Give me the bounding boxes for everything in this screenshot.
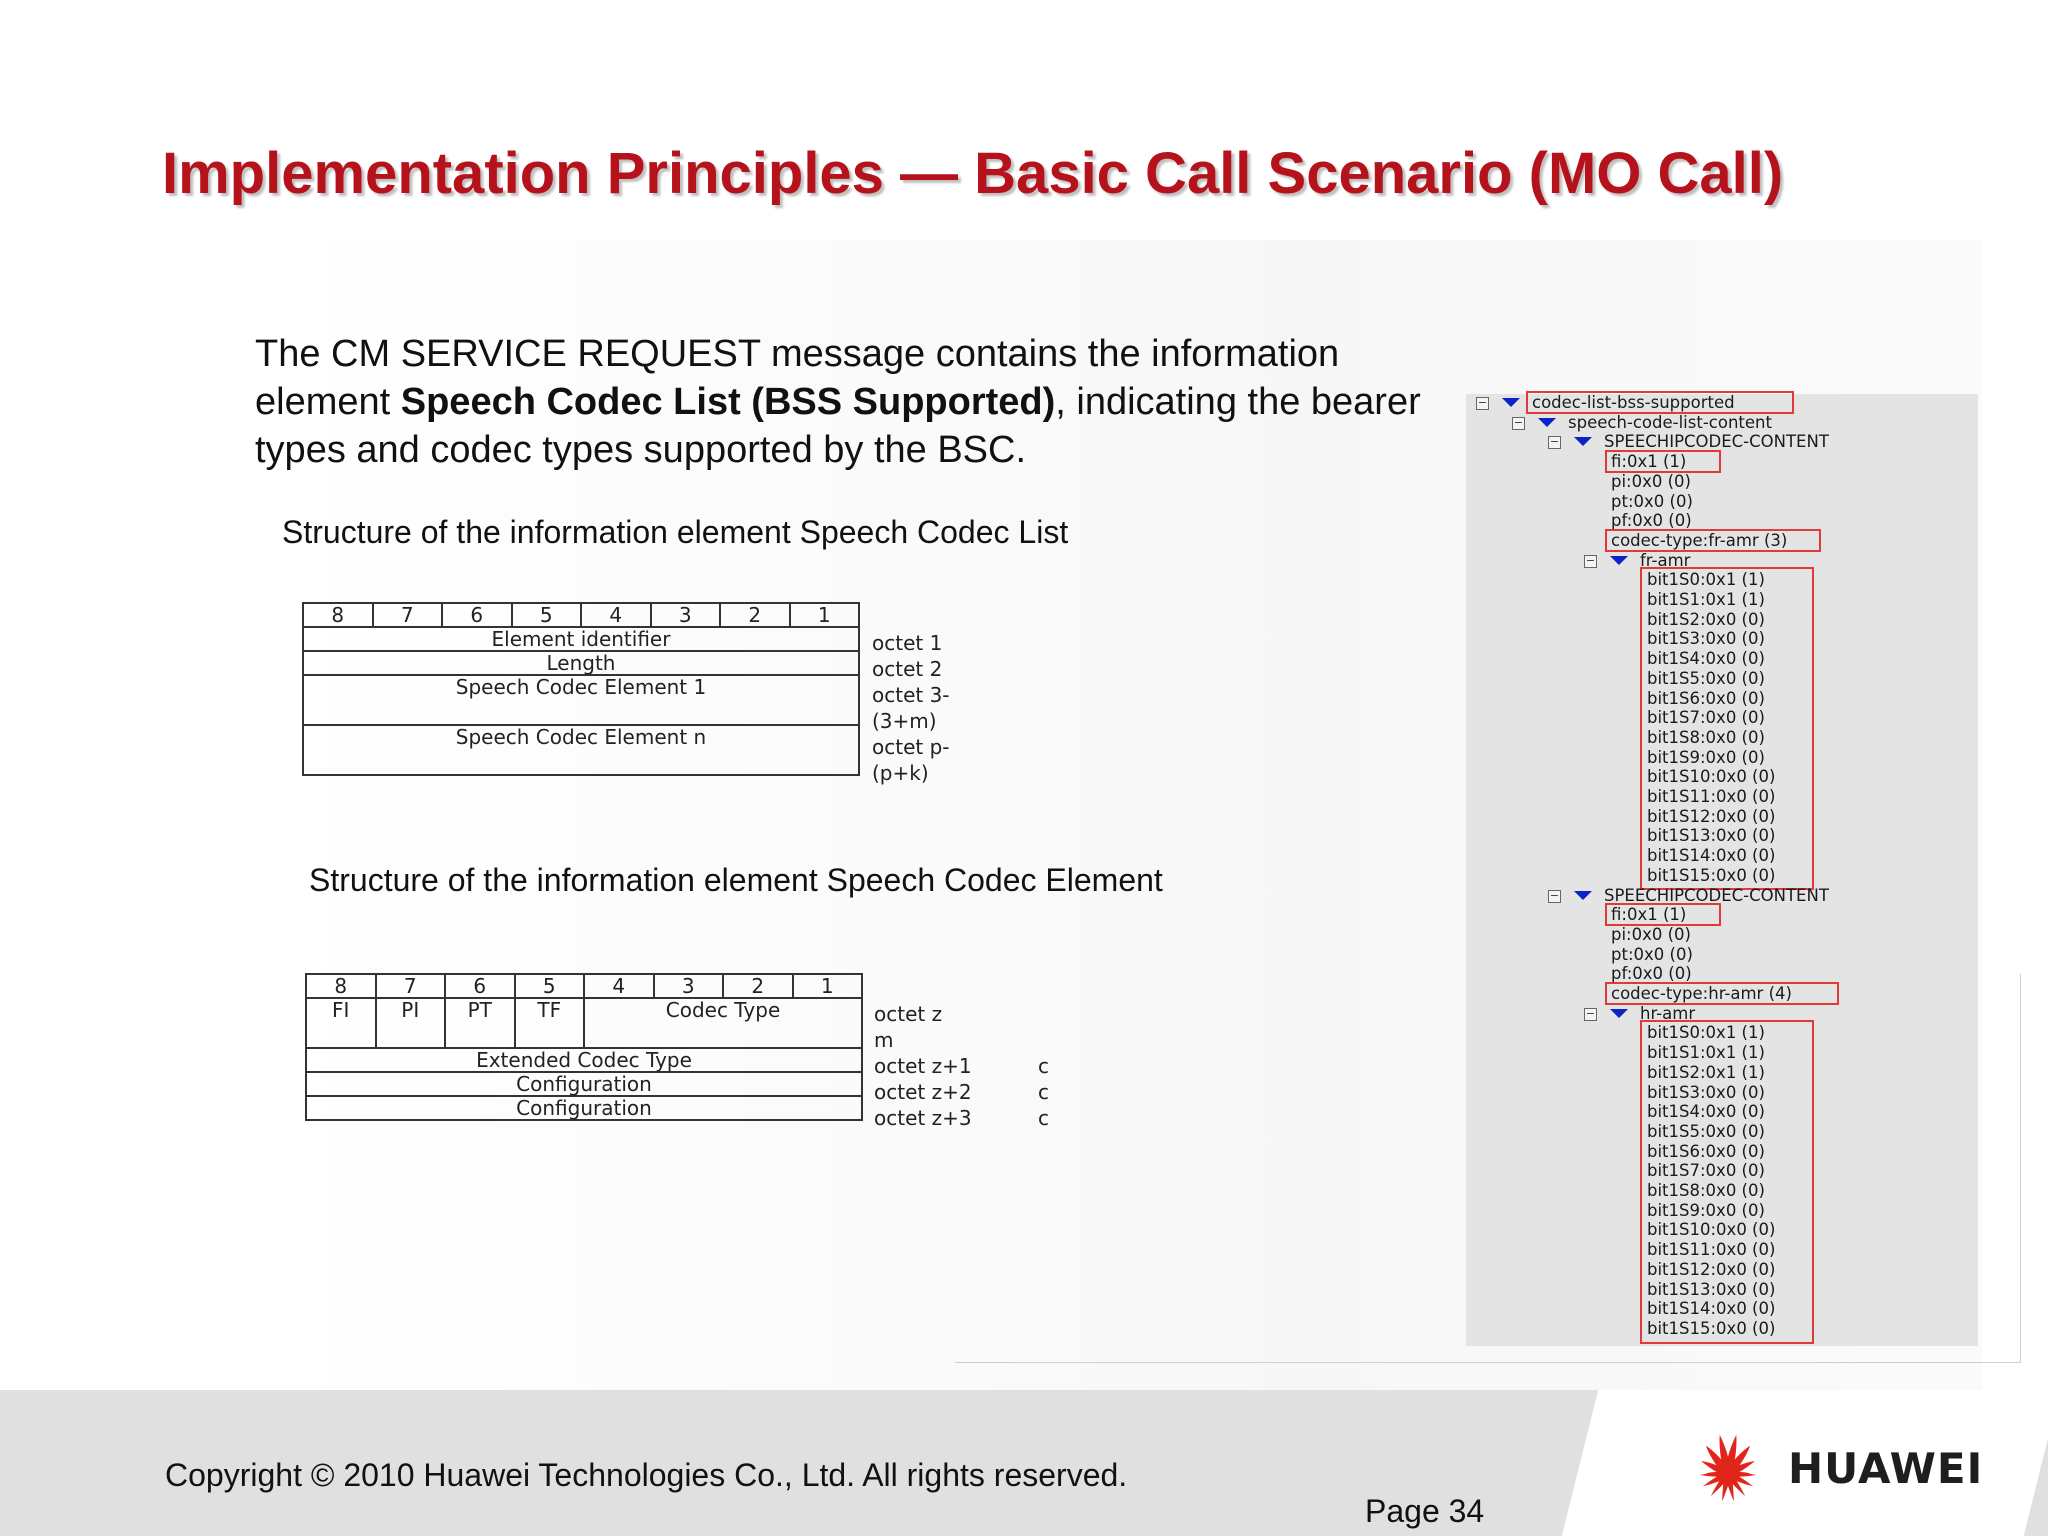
tree-node: bit1S5:0x0 (0): [1647, 1121, 1765, 1141]
speech-codec-element-table: [305, 973, 863, 1121]
tree-node: bit1S14:0x0 (0): [1647, 846, 1776, 866]
tree-node: bit1S7:0x0 (0): [1647, 708, 1765, 728]
tree-node: bit1S15:0x0 (0): [1647, 1318, 1776, 1338]
bit-cell: 6: [445, 974, 515, 998]
tree-node: SPEECHIPCODEC-CONTENT: [1604, 885, 1829, 905]
tree-node: bit1S2:0x1 (1): [1647, 1062, 1765, 1082]
speech-codec-list-table: [302, 602, 860, 776]
caption-speech-codec-list: Structure of the information element Speech Codec List: [282, 514, 1069, 550]
intro-bold-term: Speech Codec List (BSS Supported): [400, 381, 1056, 423]
expand-arrow-icon: [1610, 1009, 1628, 1018]
tree-node: bit1S0:0x1 (1): [1647, 570, 1765, 590]
bit-cell: 6: [442, 603, 512, 627]
octet-label: octet 2: [872, 657, 943, 681]
bit-cell: 4: [581, 603, 651, 627]
flag-cell-pi: PI: [376, 998, 446, 1048]
expand-arrow-icon: [1610, 556, 1628, 565]
intro-text-2: , indicating the bearer types and codec types supported by the BSC.: [255, 381, 1421, 471]
tree-node: bit1S9:0x0 (0): [1647, 1200, 1765, 1220]
tree-node: bit1S6:0x0 (0): [1647, 688, 1765, 708]
flag-cell-tf: TF: [515, 998, 585, 1048]
codec-type-cell: Codec Type: [584, 998, 862, 1048]
bit-cell: 2: [720, 603, 790, 627]
tree-node: bit1S3:0x0 (0): [1647, 629, 1765, 649]
table-cell-codec-element-1: Speech Codec Element 1: [303, 675, 859, 725]
tree-node: SPEECHIPCODEC-CONTENT: [1604, 432, 1829, 452]
table-cell-configuration: Configuration: [306, 1072, 862, 1096]
tree-node: bit1S8:0x0 (0): [1647, 1181, 1765, 1200]
tree-node: bit1S0:0x1 (1): [1647, 1023, 1765, 1043]
expand-arrow-icon: [1574, 891, 1592, 900]
tree-node: bit1S15:0x0 (0): [1647, 865, 1776, 885]
octet-label: octet 1: [872, 631, 943, 655]
flag-cell-pt: PT: [445, 998, 515, 1048]
highlight-box: [1605, 450, 1721, 473]
huawei-flower-icon: [1680, 1430, 1776, 1510]
highlight-box: [1605, 982, 1839, 1005]
highlight-box: [1526, 391, 1794, 414]
bit-cell: 5: [512, 603, 582, 627]
tree-node: bit1S5:0x0 (0): [1647, 668, 1765, 688]
octet-label: (p+k): [872, 761, 929, 785]
octet-label: octet z: [874, 1002, 943, 1026]
tree-node: pi:0x0 (0): [1611, 924, 1691, 944]
bit-cell: 8: [306, 974, 376, 998]
page-number: Page 34: [1365, 1493, 1485, 1529]
tree-node: bit1S11:0x0 (0): [1647, 1240, 1776, 1260]
tree-node: fi:0x1 (1): [1611, 905, 1687, 925]
expand-toggle-icon[interactable]: −: [1477, 396, 1488, 409]
expand-toggle-icon[interactable]: −: [1513, 415, 1524, 429]
bit-cell: 4: [584, 974, 654, 998]
octet-label: octet 3-: [872, 683, 950, 707]
bit-cell: 2: [723, 974, 793, 998]
expand-arrow-icon: [1574, 437, 1592, 446]
tree-node: bit1S1:0x1 (1): [1647, 590, 1765, 609]
tree-node: speech-code-list-content: [1568, 412, 1772, 432]
bit-cell: 1: [793, 974, 863, 998]
condition-label: c: [1038, 1080, 1049, 1104]
bit-cell: 3: [654, 974, 724, 998]
expand-toggle-icon[interactable]: −: [1585, 553, 1596, 567]
caption-speech-codec-element: Structure of the information element Speech Codec Element: [309, 862, 1163, 898]
tree-node: bit1S1:0x1 (1): [1647, 1043, 1765, 1063]
octet-label: octet z+2: [874, 1080, 972, 1104]
copyright-text: Copyright © 2010 Huawei Technologies Co., Ltd. All rights reserved.: [165, 1457, 1128, 1493]
bit-cell: 7: [376, 974, 446, 998]
tree-node: bit1S6:0x0 (0): [1647, 1141, 1765, 1161]
highlight-box: [1640, 567, 1814, 890]
expand-toggle-icon[interactable]: −: [1549, 888, 1560, 902]
tree-node: bit1S13:0x0 (0): [1647, 826, 1776, 846]
table-cell-configuration: Configuration: [306, 1096, 862, 1120]
highlight-box: [1640, 1020, 1814, 1343]
tree-node: pt:0x0 (0): [1611, 944, 1693, 964]
tree-node: hr-amr: [1640, 1003, 1696, 1023]
highlight-box: [1605, 903, 1721, 926]
tree-node: bit1S12:0x0 (0): [1647, 1259, 1776, 1279]
tree-node: bit1S12:0x0 (0): [1647, 806, 1776, 826]
octet-labels-1: [872, 630, 950, 786]
expand-arrow-icon: [1502, 398, 1520, 407]
huawei-wordmark: HUAWEI: [1788, 1444, 1984, 1493]
bit-header-row: [303, 603, 859, 627]
bit-cell: 7: [373, 603, 443, 627]
octet-label: m: [874, 1028, 894, 1052]
tree-node: bit1S9:0x0 (0): [1647, 747, 1765, 767]
tree-node: bit1S4:0x0 (0): [1647, 649, 1765, 669]
slide-title: Implementation Principles — Basic Call Scenario (MO Call): [162, 141, 1784, 206]
octet-label: octet z+1: [874, 1054, 972, 1078]
tree-node: codec-type:fr-amr (3): [1611, 530, 1788, 550]
tree-node: pf:0x0 (0): [1611, 511, 1692, 531]
intro-paragraph: [255, 330, 1435, 474]
tree-node: codec-type:hr-amr (4): [1611, 984, 1792, 1003]
tree-node: pi:0x0 (0): [1611, 471, 1691, 491]
octet-label: octet z+3: [874, 1106, 972, 1130]
tree-node: codec-list-bss-supported: [1532, 393, 1735, 412]
tree-node: bit1S8:0x0 (0): [1647, 727, 1765, 747]
condition-label: c: [1038, 1054, 1049, 1078]
tree-node: bit1S10:0x0 (0): [1647, 1220, 1776, 1240]
table-cell-codec-element-n: Speech Codec Element n: [303, 725, 859, 775]
huawei-logo: [1680, 1430, 1984, 1512]
condition-label: c: [1038, 1106, 1049, 1130]
tree-node: pf:0x0 (0): [1611, 964, 1692, 984]
bit-cell: 5: [515, 974, 585, 998]
flag-cell-fi: FI: [306, 998, 376, 1048]
expand-toggle-icon[interactable]: −: [1549, 435, 1560, 449]
tree-node: bit1S11:0x0 (0): [1647, 787, 1776, 806]
tree-node: bit1S10:0x0 (0): [1647, 767, 1776, 787]
tree-node: bit1S2:0x0 (0): [1647, 609, 1765, 629]
highlight-box: [1605, 529, 1821, 552]
bit-cell: 1: [790, 603, 860, 627]
tree-node: bit1S14:0x0 (0): [1647, 1299, 1776, 1319]
tree-node: fr-amr: [1640, 550, 1691, 570]
expand-arrow-icon: [1538, 418, 1556, 427]
tree-node: bit1S4:0x0 (0): [1647, 1102, 1765, 1122]
octet-label: (3+m): [872, 709, 937, 733]
bit-cell: 3: [651, 603, 721, 627]
intro-text-1: The CM SERVICE REQUEST message contains the information element: [255, 333, 1340, 423]
tree-node: pt:0x0 (0): [1611, 491, 1693, 511]
expand-toggle-icon[interactable]: −: [1585, 1006, 1596, 1020]
tree-node: bit1S13:0x0 (0): [1647, 1279, 1776, 1299]
octet-label: octet p-: [872, 735, 950, 759]
table-cell-extended-codec-type: Extended Codec Type: [306, 1048, 862, 1072]
bit-cell: 8: [303, 603, 373, 627]
tree-node: bit1S3:0x0 (0): [1647, 1082, 1765, 1102]
table-cell-element-identifier: Element identifier: [303, 627, 859, 651]
table-cell-length: Length: [303, 651, 859, 675]
bit-header-row: [306, 974, 862, 998]
tree-node: fi:0x1 (1): [1611, 452, 1687, 472]
tree-node: bit1S7:0x0 (0): [1647, 1161, 1765, 1181]
